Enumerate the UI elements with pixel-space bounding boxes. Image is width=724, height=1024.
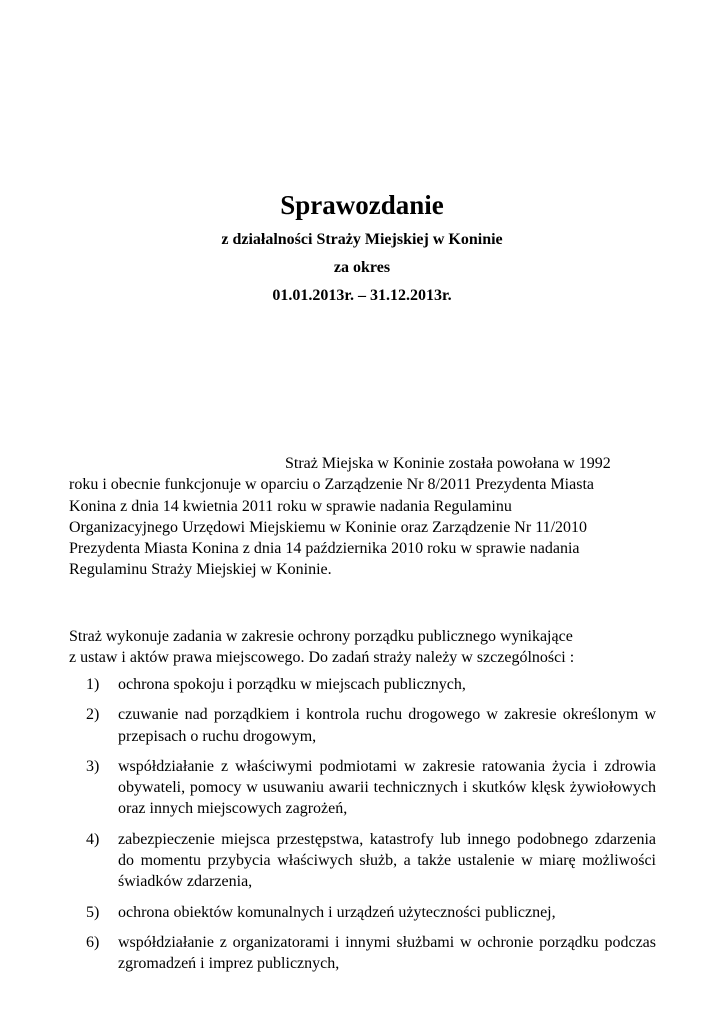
tasks-intro-line: z ustaw i aktów prawa miejscowego. Do zadań straży należy w szczególności : [69,649,575,667]
list-item-text: ochrona spokoju i porządku w miejscach publicznych, [118,676,466,693]
list-item-number: 2) [86,706,100,724]
list-item-number: 4) [86,830,100,848]
document-title: Sprawozdanie [280,190,444,220]
list-item [86,902,656,923]
intro-line: Straż Miejska w Koninie została powołana w 1992 [285,455,611,472]
tasks-intro-line: Straż wykonuje zadania w zakresie ochrony porządku publicznego wynikające [69,628,573,645]
list-item [86,829,656,893]
list-item-text: współdziałanie z organizatorami i innymi służbami w ochronie porządku podczas zgromadzeń i imprez publicznych, [118,933,656,973]
list-item-number: 5) [86,903,100,921]
list-item [86,756,656,820]
list-item [86,932,656,975]
intro-line: Regulaminu Straży Miejskiej w Koninie. [69,561,332,579]
list-item-text: czuwanie nad porządkiem i kontrola ruchu drogowego w zakresie określonym w przepisach o ruchu drogowym, [118,706,656,745]
list-item-text: zabezpieczenie miejsca przestępstwa, katastrofy lub innego podobnego zdarzenia do momentu przybycia właściwych służb, a także ustalenie w miarę możliwości świadków zdarzenia, [118,830,656,891]
list-item-number: 3) [86,757,100,775]
intro-line: roku i obecnie funkcjonuje w oparciu o Zarządzenie Nr 8/2011 Prezydenta Miasta [69,476,594,494]
list-item [86,674,656,695]
list-item-text: współdziałanie z właściwymi podmiotami w zakresie ratowania życia i zdrowia obywateli, pomocy w usuwaniu awarii technicznych i skutków klęsk żywiołowych oraz innych miejscowych zagrożeń, [118,757,656,818]
tasks-list [86,674,656,984]
period-label: za okres [333,259,391,276]
list-item-text: ochrona obiektów komunalnych i urządzeń użyteczności publicznej, [118,903,556,921]
list-item-number: 6) [86,933,100,951]
period-dates: 01.01.2013r. – 31.12.2013r. [272,287,452,304]
tasks-intro-paragraph [69,626,659,669]
intro-paragraph [69,453,657,581]
list-item [86,704,656,747]
intro-line: Konina z dnia 14 kwietnia 2011 roku w sprawie nadania Regulaminu [69,497,512,515]
list-item-number: 1) [86,676,100,693]
document-subtitle: z działalności Straży Miejskiej w Koninie [221,231,503,248]
intro-line: Prezydenta Miasta Konina z dnia 14 października 2010 roku w sprawie nadania [69,540,580,558]
intro-line: Organizacyjnego Urzędowi Miejskiemu w Koninie oraz Zarządzenie Nr 11/2010 [69,518,588,536]
